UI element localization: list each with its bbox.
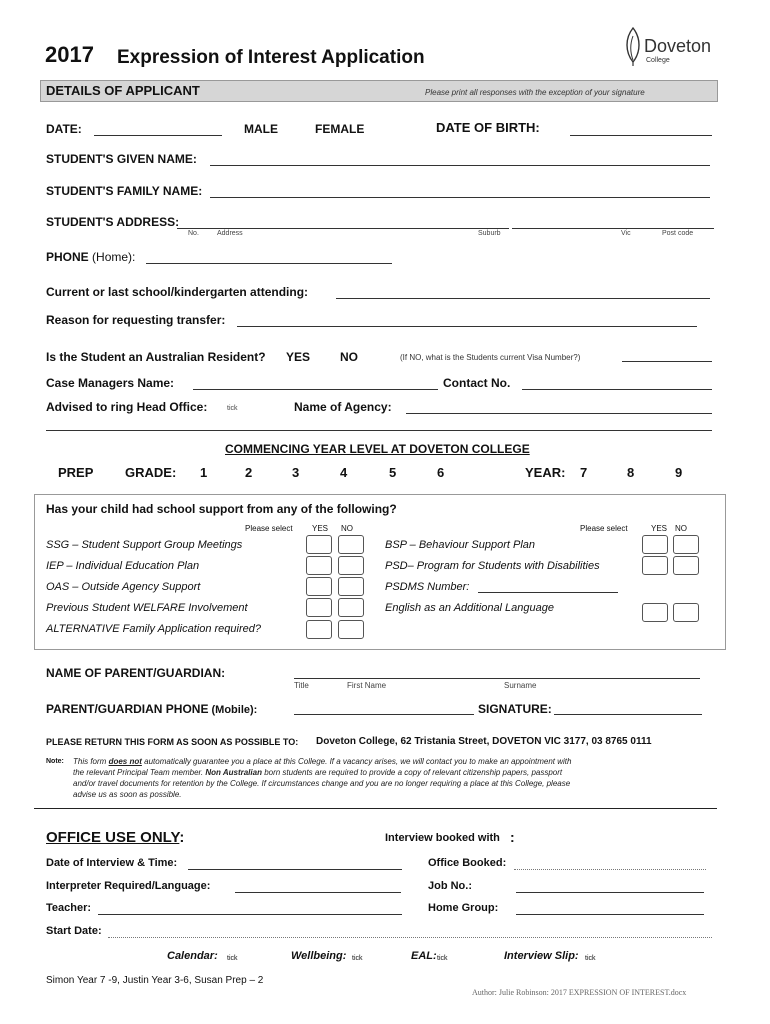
- support-eal: English as an Additional Language: [385, 602, 555, 614]
- note-label: Note:: [46, 758, 64, 765]
- grade-1-option[interactable]: 1: [200, 465, 208, 480]
- job-no-field[interactable]: [516, 892, 704, 893]
- bsp-yes-checkbox[interactable]: [642, 535, 668, 554]
- phone-label-rest: (Home):: [92, 250, 136, 264]
- advised-label: Advised to ring Head Office:: [46, 400, 208, 414]
- note-does-not: does not: [108, 757, 142, 766]
- support-oas: OAS – Outside Agency Support: [46, 581, 201, 593]
- interview-date-label: Date of Interview & Time:: [46, 857, 178, 869]
- reason-label: Reason for requesting transfer:: [46, 313, 226, 327]
- grade-2-option[interactable]: 2: [245, 465, 253, 480]
- no-header-right: NO: [675, 524, 687, 533]
- parent-surname-caption: Surname: [504, 681, 537, 690]
- date-field[interactable]: [94, 135, 222, 136]
- grade-6-option[interactable]: 6: [437, 465, 445, 480]
- teacher-label: Teacher:: [46, 902, 92, 914]
- agency-field[interactable]: [406, 413, 712, 414]
- addr-postcode-caption: Post code: [662, 230, 694, 237]
- parent-name-label: NAME OF PARENT/GUARDIAN:: [46, 666, 226, 680]
- alternative-yes-checkbox[interactable]: [306, 620, 332, 639]
- iep-yes-checkbox[interactable]: [306, 556, 332, 575]
- wellbeing-label: Wellbeing:: [291, 950, 347, 962]
- office-booked-field[interactable]: [514, 869, 706, 870]
- support-psdms: PSDMS Number:: [385, 581, 470, 593]
- signature-field[interactable]: [554, 714, 702, 715]
- teacher-field[interactable]: [98, 914, 402, 915]
- yes-header-left: YES: [312, 524, 329, 533]
- start-date-field[interactable]: [108, 937, 712, 938]
- leaf-logo-icon: [622, 26, 644, 66]
- reason-field[interactable]: [237, 326, 697, 327]
- support-question: Has your child had school support from any of the following?: [46, 502, 397, 516]
- current-school-label: Current or last school/kindergarten attending:: [46, 285, 309, 299]
- office-booked-label: Office Booked:: [428, 857, 507, 869]
- year-level-heading: COMMENCING YEAR LEVEL AT DOVETON COLLEGE: [225, 442, 530, 456]
- parent-phone-rest: (Mobile):: [211, 704, 258, 716]
- no-header-left: NO: [341, 524, 353, 533]
- note-line2b: born students are required to provide a copy of relevant citizenship papers, passport: [261, 768, 563, 777]
- note-non-australian: Non Australian: [205, 768, 262, 777]
- extra-line[interactable]: [46, 430, 712, 431]
- year-7-option[interactable]: 7: [580, 465, 588, 480]
- psd-yes-checkbox[interactable]: [642, 556, 668, 575]
- welfare-yes-checkbox[interactable]: [306, 598, 332, 617]
- please-select-left: Please select: [245, 524, 293, 533]
- office-use-title-text: OFFICE USE ONLY: [46, 829, 180, 846]
- support-alternative: ALTERNATIVE Family Application required?: [46, 623, 261, 635]
- year-8-option[interactable]: 8: [627, 465, 635, 480]
- contact-no-label: Contact No.: [443, 376, 511, 390]
- eal-label: EAL:: [411, 950, 437, 962]
- note-line2a: the relevant Principal Team member.: [73, 768, 206, 777]
- visa-number-field[interactable]: [622, 361, 712, 362]
- wellbeing-tick[interactable]: tick: [352, 955, 363, 962]
- support-ssg: SSG – Student Support Group Meetings: [46, 539, 243, 551]
- psd-no-checkbox[interactable]: [673, 556, 699, 575]
- oas-yes-checkbox[interactable]: [306, 577, 332, 596]
- parent-phone-label: [46, 702, 257, 716]
- resident-question: Is the Student an Australian Resident?: [46, 350, 266, 364]
- parent-phone-field[interactable]: [294, 714, 474, 715]
- case-managers-field[interactable]: [193, 389, 438, 390]
- parent-firstname-caption: First Name: [347, 681, 387, 690]
- note-text: [73, 756, 571, 800]
- interview-slip-tick[interactable]: tick: [585, 955, 596, 962]
- office-use-title: [46, 829, 184, 846]
- advised-tick-hint[interactable]: tick: [227, 405, 238, 412]
- eal-yes-checkbox[interactable]: [642, 603, 668, 622]
- grade-label: GRADE:: [125, 465, 177, 480]
- note-p2: automatically guarantee you a place at this College. If a vacancy arises, we will contact you to make an appointment with: [141, 757, 572, 766]
- grade-5-option[interactable]: 5: [389, 465, 397, 480]
- support-iep: IEP – Individual Education Plan: [46, 560, 200, 572]
- addr-address-caption: Address: [217, 230, 243, 237]
- addr-vic-caption: Vic: [621, 230, 631, 237]
- start-date-label: Start Date:: [46, 925, 102, 937]
- return-label: PLEASE RETURN THIS FORM AS SOON AS POSSIBLE TO:: [46, 737, 299, 747]
- note-line3: and/or travel documents for retention by the College. If circumstances change and you are no longer requiring a place at this College, please: [73, 779, 571, 788]
- case-managers-label: Case Managers Name:: [46, 376, 175, 390]
- male-option[interactable]: MALE: [244, 122, 278, 136]
- bsp-no-checkbox[interactable]: [673, 535, 699, 554]
- dob-label: DATE OF BIRTH:: [436, 120, 540, 135]
- date-label: DATE:: [46, 122, 82, 136]
- home-group-field[interactable]: [516, 914, 704, 915]
- interview-slip-label: Interview Slip:: [504, 950, 579, 962]
- banner-title: DETAILS OF APPLICANT: [46, 83, 200, 98]
- oas-no-checkbox[interactable]: [338, 577, 364, 596]
- resident-no-option[interactable]: NO: [340, 350, 358, 364]
- prep-option[interactable]: PREP: [58, 465, 94, 480]
- address-street-field[interactable]: [177, 228, 509, 229]
- grade-3-option[interactable]: 3: [292, 465, 300, 480]
- staff-allocation: Simon Year 7 -9, Justin Year 3-6, Susan Prep – 2: [46, 975, 264, 986]
- calendar-label: Calendar:: [167, 950, 218, 962]
- interpreter-field[interactable]: [235, 892, 401, 893]
- parent-name-field[interactable]: [294, 678, 700, 679]
- divider: [34, 808, 717, 809]
- ssg-no-checkbox[interactable]: [338, 535, 364, 554]
- parent-title-caption: Title: [294, 681, 309, 690]
- signature-label: SIGNATURE:: [478, 702, 552, 716]
- job-no-label: Job No.:: [428, 880, 472, 892]
- note-p1: This form: [73, 757, 109, 766]
- contact-no-field[interactable]: [522, 389, 712, 390]
- grade-4-option[interactable]: 4: [340, 465, 348, 480]
- address-suburb-field[interactable]: [512, 228, 714, 229]
- office-use-colon: :: [179, 829, 185, 846]
- logo-text: Doveton: [644, 36, 712, 56]
- note-line4: advise us as soon as possible.: [73, 790, 182, 799]
- form-title: Expression of Interest Application: [117, 47, 425, 68]
- agency-label: Name of Agency:: [294, 400, 392, 414]
- calendar-tick[interactable]: tick: [227, 955, 238, 962]
- please-select-right: Please select: [580, 524, 628, 533]
- support-welfare: Previous Student WELFARE Involvement: [46, 602, 248, 614]
- support-psd: PSD– Program for Students with Disabilities: [385, 560, 600, 572]
- psdms-number-field[interactable]: [478, 592, 618, 593]
- address-label: STUDENT'S ADDRESS:: [46, 215, 180, 229]
- iep-no-checkbox[interactable]: [338, 556, 364, 575]
- form-year: 2017: [45, 42, 94, 67]
- interview-booked-colon: :: [510, 829, 515, 845]
- given-name-field[interactable]: [210, 165, 710, 166]
- interview-booked-label: Interview booked with: [385, 832, 500, 844]
- yes-header-right: YES: [651, 524, 668, 533]
- addr-no-caption: No.: [188, 230, 199, 237]
- addr-suburb-caption: Suburb: [478, 230, 501, 237]
- phone-label-bold: PHONE: [46, 250, 89, 264]
- given-name-label: STUDENT'S GIVEN NAME:: [46, 152, 197, 166]
- eal-tick[interactable]: tick: [437, 955, 448, 962]
- phone-home-label: [46, 250, 135, 264]
- female-option[interactable]: FEMALE: [315, 122, 365, 136]
- college-logo: [622, 26, 722, 70]
- visa-question: (If NO, what is the Students current Visa Number?): [400, 353, 581, 362]
- family-name-label: STUDENT'S FAMILY NAME:: [46, 184, 203, 198]
- ssg-yes-checkbox[interactable]: [306, 535, 332, 554]
- interview-date-field[interactable]: [188, 869, 402, 870]
- logo-sub: College: [646, 57, 670, 64]
- parent-phone-bold: PARENT/GUARDIAN PHONE: [46, 702, 209, 716]
- interpreter-label: Interpreter Required/Language:: [46, 880, 211, 892]
- author-footer: Author: Julie Robinson: 2017 EXPRESSION OF INTEREST.docx: [472, 988, 687, 997]
- alternative-no-checkbox[interactable]: [338, 620, 364, 639]
- welfare-no-checkbox[interactable]: [338, 598, 364, 617]
- return-address: Doveton College, 62 Tristania Street, DOVETON VIC 3177, 03 8765 0111: [316, 736, 652, 747]
- home-group-label: Home Group:: [428, 902, 499, 914]
- dob-field[interactable]: [570, 135, 712, 136]
- year-9-option[interactable]: 9: [675, 465, 683, 480]
- year-label: YEAR:: [525, 465, 566, 480]
- family-name-field[interactable]: [210, 197, 710, 198]
- current-school-field[interactable]: [336, 298, 710, 299]
- resident-yes-option[interactable]: YES: [286, 350, 311, 364]
- phone-home-field[interactable]: [146, 263, 392, 264]
- support-bsp: BSP – Behaviour Support Plan: [385, 539, 536, 551]
- banner-note: Please print all responses with the exception of your signature: [425, 88, 645, 97]
- eal-no-checkbox[interactable]: [673, 603, 699, 622]
